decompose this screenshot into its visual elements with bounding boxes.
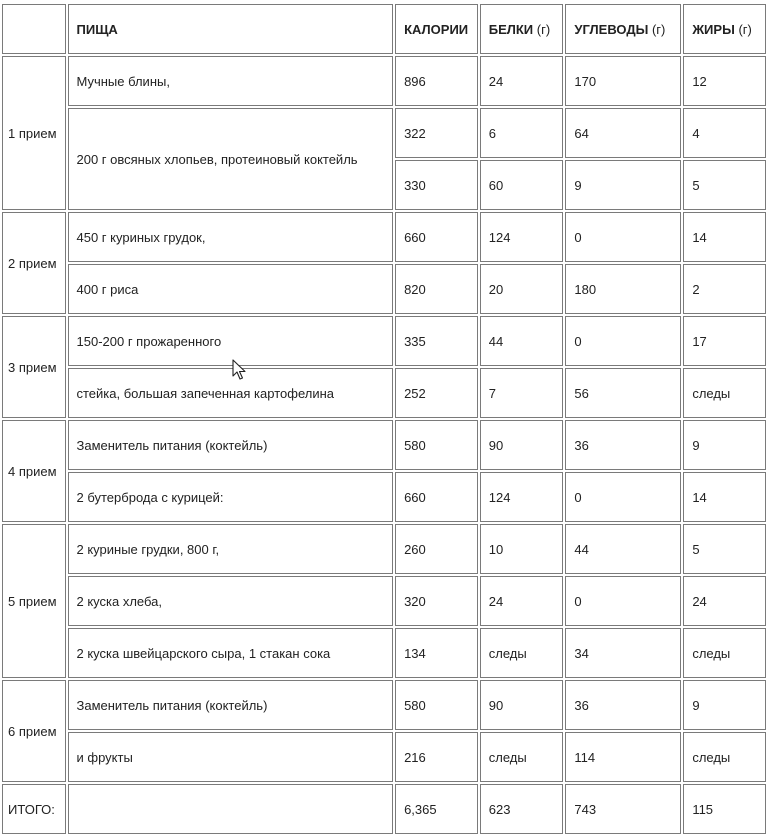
table-header-row <box>2 4 766 54</box>
fat-cell: 14 <box>683 472 766 522</box>
food-cell: 2 куска хлеба, <box>68 576 394 626</box>
header-carbs-unit: (г) <box>651 21 666 37</box>
food-cell: стейка, большая запеченная картофелина <box>68 368 394 418</box>
food-cell: 450 г куриных грудок, <box>68 212 394 262</box>
meal-label: 2 прием <box>2 212 66 314</box>
protein-cell: 90 <box>480 420 564 470</box>
header-fat-unit: (г) <box>738 21 752 37</box>
protein-cell: 60 <box>480 160 564 210</box>
meal-label: 1 прием <box>2 56 66 210</box>
calories-cell: 660 <box>395 212 478 262</box>
table-row <box>2 576 766 626</box>
fat-cell: 5 <box>683 524 766 574</box>
total-fat: 115 <box>683 784 766 834</box>
meal-label: 6 прием <box>2 680 66 782</box>
fat-cell: 9 <box>683 680 766 730</box>
protein-cell: 20 <box>480 264 564 314</box>
food-cell: 2 куска швейцарского сыра, 1 стакан сока <box>68 628 394 678</box>
table-row <box>2 420 766 470</box>
fat-cell: 5 <box>683 160 766 210</box>
fat-cell: 4 <box>683 108 766 158</box>
total-calories: 6,365 <box>395 784 478 834</box>
header-meal-cell <box>2 4 66 54</box>
calories-cell: 322 <box>395 108 478 158</box>
carbs-cell: 9 <box>565 160 681 210</box>
carbs-cell: 0 <box>565 472 681 522</box>
carbs-cell: 64 <box>565 108 681 158</box>
fat-cell: следы <box>683 368 766 418</box>
calories-cell: 660 <box>395 472 478 522</box>
header-protein-label: БЕЛКИ <box>488 21 534 37</box>
header-carbs <box>565 4 681 54</box>
calories-cell: 320 <box>395 576 478 626</box>
total-label: ИТОГО: <box>2 784 66 834</box>
food-cell: 2 бутерброда с курицей: <box>68 472 394 522</box>
carbs-cell: 170 <box>565 56 681 106</box>
calories-cell: 580 <box>395 420 478 470</box>
header-protein-unit: (г) <box>536 21 551 37</box>
header-protein <box>480 4 564 54</box>
food-cell: Мучные блины, <box>68 56 394 106</box>
carbs-cell: 36 <box>565 680 681 730</box>
carbs-cell: 36 <box>565 420 681 470</box>
calories-cell: 216 <box>395 732 478 782</box>
meal-label: 3 прием <box>2 316 66 418</box>
protein-cell: 24 <box>480 56 564 106</box>
table-row <box>2 732 766 782</box>
food-cell: Заменитель питания (коктейль) <box>68 680 394 730</box>
calories-cell: 580 <box>395 680 478 730</box>
carbs-cell: 180 <box>565 264 681 314</box>
table-row <box>2 108 766 158</box>
header-fat-label: ЖИРЫ <box>692 21 735 37</box>
fat-cell: 14 <box>683 212 766 262</box>
carbs-cell: 114 <box>565 732 681 782</box>
protein-cell: 24 <box>480 576 564 626</box>
protein-cell: 124 <box>480 212 564 262</box>
table-row <box>2 524 766 574</box>
calories-cell: 820 <box>395 264 478 314</box>
carbs-cell: 56 <box>565 368 681 418</box>
nutrition-table <box>0 2 768 836</box>
table-row <box>2 472 766 522</box>
protein-cell: следы <box>480 732 564 782</box>
protein-cell: 7 <box>480 368 564 418</box>
calories-cell: 252 <box>395 368 478 418</box>
fat-cell: 12 <box>683 56 766 106</box>
fat-cell: 9 <box>683 420 766 470</box>
protein-cell: 90 <box>480 680 564 730</box>
protein-cell: 44 <box>480 316 564 366</box>
food-cell: 2 куриные грудки, 800 г, <box>68 524 394 574</box>
meal-label: 4 прием <box>2 420 66 522</box>
protein-cell: 6 <box>480 108 564 158</box>
protein-cell: 10 <box>480 524 564 574</box>
food-cell: 200 г овсяных хлопьев, протеиновый коктейль <box>68 108 394 210</box>
total-row <box>2 784 766 834</box>
food-cell: Заменитель питания (коктейль) <box>68 420 394 470</box>
mouse-cursor-icon <box>232 359 246 381</box>
table-row <box>2 368 766 418</box>
fat-cell: следы <box>683 628 766 678</box>
protein-cell: 124 <box>480 472 564 522</box>
table-row <box>2 212 766 262</box>
table-row <box>2 56 766 106</box>
carbs-cell: 0 <box>565 316 681 366</box>
total-protein: 623 <box>480 784 564 834</box>
carbs-cell: 0 <box>565 576 681 626</box>
calories-cell: 134 <box>395 628 478 678</box>
fat-cell: 17 <box>683 316 766 366</box>
table-row <box>2 264 766 314</box>
table-row <box>2 680 766 730</box>
header-fat <box>683 4 766 54</box>
carbs-cell: 34 <box>565 628 681 678</box>
header-food: ПИЩА <box>68 4 394 54</box>
table-row <box>2 316 766 366</box>
meal-label: 5 прием <box>2 524 66 678</box>
calories-cell: 260 <box>395 524 478 574</box>
carbs-cell: 0 <box>565 212 681 262</box>
fat-cell: 2 <box>683 264 766 314</box>
calories-cell: 335 <box>395 316 478 366</box>
header-calories: КАЛОРИИ <box>395 4 478 54</box>
header-carbs-label: УГЛЕВОДЫ <box>574 21 649 37</box>
protein-cell: следы <box>480 628 564 678</box>
food-cell: 400 г риса <box>68 264 394 314</box>
food-cell: и фрукты <box>68 732 394 782</box>
calories-cell: 330 <box>395 160 478 210</box>
carbs-cell: 44 <box>565 524 681 574</box>
fat-cell: следы <box>683 732 766 782</box>
total-food-cell <box>68 784 394 834</box>
fat-cell: 24 <box>683 576 766 626</box>
total-carbs: 743 <box>565 784 681 834</box>
calories-cell: 896 <box>395 56 478 106</box>
food-cell: 150-200 г прожаренного <box>68 316 394 366</box>
table-row <box>2 628 766 678</box>
